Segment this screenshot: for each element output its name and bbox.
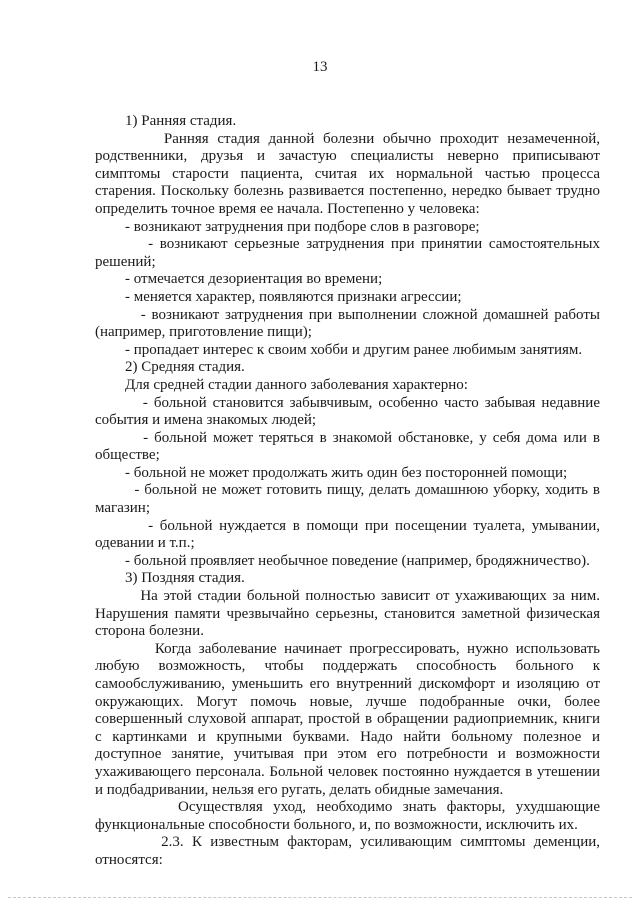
text-line: - больной нуждается в помощи при посещении туалета, умывании, xyxy=(95,517,600,534)
text-line: родственники, друзья и зачастую специалисты неверно приписывают xyxy=(95,148,600,165)
text-line: - пропадает интерес к своим хобби и другим ранее любимым занятиям. xyxy=(95,341,583,358)
text-line: сторона болезни. xyxy=(95,623,204,640)
text-line: - больной не может готовить пищу, делать домашнюю уборку, ходить в xyxy=(95,482,600,499)
text-line: - меняется характер, появляются признаки агрессии; xyxy=(95,288,462,305)
text-line: обществе; xyxy=(95,447,160,464)
text-line: доступное занятие, учитывая при этом его потребности и возможности xyxy=(95,746,600,763)
text-line: функциональные способности больного, и, по возможности, исключить их. xyxy=(95,816,578,833)
document-body xyxy=(95,113,600,870)
text-line: совершенный слуховой аппарат, простой в обращении радиоприемник, книги xyxy=(95,711,600,728)
text-line: окружающих. Могут помочь новые, лучше подобранные очки, более xyxy=(95,693,600,710)
text-line: - больной становится забывчивым, особенно часто забывая недавние xyxy=(95,394,600,411)
text-line: и подбадривании, нельзя его ругать, делать обидные замечания. xyxy=(95,781,504,798)
text-line: - больной не может продолжать жить один без посторонней помощи; xyxy=(95,464,568,481)
text-line: самообслуживанию, уменьшить его внутренний дискомфорт и изоляцию от xyxy=(95,676,600,692)
text-line: - возникают серьезные затруднения при принятии самостоятельных xyxy=(95,236,600,253)
text-line: Нарушения памяти чрезвычайно серьезны, становится заметной физическая xyxy=(95,605,600,622)
text-line: магазин; xyxy=(95,500,151,517)
text-line: 2) Средняя стадия. xyxy=(95,359,245,376)
text-line: (например, приготовление пищи); xyxy=(95,324,312,341)
text-line: - возникают затруднения при выполнении сложной домашней работы xyxy=(95,306,600,323)
text-line: одевании и т.п.; xyxy=(95,535,195,552)
text-line: - отмечается дезориентация во времени; xyxy=(95,271,383,288)
text-line: относятся: xyxy=(95,851,163,868)
text-line: с картинками и крупными буквами. Надо найти больному полезное и xyxy=(95,728,600,745)
text-line: Осуществляя уход, необходимо знать факторы, ухудшающие xyxy=(95,799,600,816)
text-line: - возникают затруднения при подборе слов в разговоре; xyxy=(95,218,480,235)
text-line: старения. Поскольку болезнь развивается постепенно, нередко бывает трудно xyxy=(95,183,600,200)
page-edge-rule xyxy=(8,897,632,898)
text-line: любую возможность, чтобы поддержать способность больного к xyxy=(95,658,600,675)
text-line: события и имена знакомых людей; xyxy=(95,412,317,429)
text-line: решений; xyxy=(95,253,156,270)
text-line: 1) Ранняя стадия. xyxy=(95,113,237,129)
text-line: Для средней стадии данного заболевания характерно: xyxy=(95,376,468,393)
text-line: Ранняя стадия данной болезни обычно проходит незамеченной, xyxy=(95,130,600,147)
text-line: определить точное время ее начала. Постепенно у человека: xyxy=(95,200,480,217)
page-number: 13 xyxy=(312,59,328,75)
text-line: - больной проявляет необычное поведение (например, бродяжничество). xyxy=(95,552,590,569)
text-line: ухаживающего персонала. Больной человек постоянно нуждается в утешении xyxy=(95,763,600,780)
text-line: 2.3. К известным факторам, усиливающим симптомы деменции, xyxy=(95,834,600,851)
text-line: 3) Поздняя стадия. xyxy=(95,570,245,587)
text-line: Когда заболевание начинает прогрессировать, нужно использовать xyxy=(95,640,600,657)
text-line: На этой стадии больной полностью зависит от ухаживающих за ним. xyxy=(95,588,600,605)
text-line: - больной может теряться в знакомой обстановке, у себя дома или в xyxy=(95,429,600,446)
text-line: симптомы старости пациента, считая их нормальной частью процесса xyxy=(95,165,600,182)
